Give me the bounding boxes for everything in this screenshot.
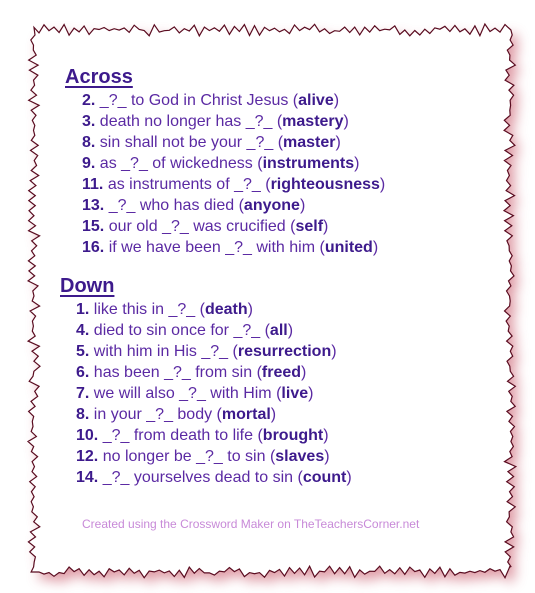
clue-text: sin shall not be your _?_ — [99, 134, 274, 151]
clue-number: 8. — [76, 406, 90, 423]
down-clue: 10. _?_ from death to life (brought) — [76, 427, 329, 444]
clue-answer: united — [324, 239, 373, 256]
down-clue: 5. with him in His _?_ (resurrection) — [76, 343, 337, 360]
clue-answer: mortal — [221, 406, 271, 423]
clue-answer: resurrection — [237, 343, 332, 360]
across-clue: 15. our old _?_ was crucified (self) — [82, 218, 329, 235]
clue-answer: self — [295, 218, 324, 235]
clue-text: death no longer has _?_ — [99, 113, 273, 130]
clue-text: as _?_ of wickedness — [99, 155, 253, 172]
across-heading: Across — [65, 66, 133, 88]
across-clue: 8. sin shall not be your _?_ (master) — [82, 134, 341, 151]
clue-text: has been _?_ from sin — [93, 364, 253, 381]
down-clue: 7. we will also _?_ with Him (live) — [76, 385, 314, 402]
clue-text: like this in _?_ — [93, 301, 196, 318]
clue-answer: master — [283, 134, 336, 151]
clue-text: no longer be _?_ to sin — [102, 448, 266, 465]
clue-answer: freed — [261, 364, 302, 381]
across-clue: 2. _?_ to God in Christ Jesus (alive) — [82, 92, 340, 109]
down-clue: 1. like this in _?_ (death) — [76, 301, 253, 318]
clue-number: 3. — [82, 113, 96, 130]
clue-text: as instruments of _?_ — [107, 176, 261, 193]
clue-text: in your _?_ body — [93, 406, 213, 423]
clue-number: 8. — [82, 134, 96, 151]
across-clue: 16. if we have been _?_ with him (united) — [82, 239, 379, 256]
clue-number: 9. — [82, 155, 96, 172]
clue-number: 12. — [76, 448, 99, 465]
clue-answer: all — [269, 322, 288, 339]
clue-text: with him in His _?_ — [93, 343, 229, 360]
clue-number: 15. — [82, 218, 105, 235]
across-clue: 13. _?_ who has died (anyone) — [82, 197, 306, 214]
clue-text: our old _?_ was crucified — [108, 218, 286, 235]
clue-number: 2. — [82, 92, 96, 109]
down-heading: Down — [60, 275, 115, 297]
clue-text: _?_ who has died — [108, 197, 235, 214]
clue-answer: count — [302, 469, 347, 486]
across-clue-list — [82, 90, 385, 258]
down-clue-list — [76, 299, 352, 488]
clue-number: 10. — [76, 427, 99, 444]
clue-text: if we have been _?_ with him — [108, 239, 316, 256]
down-clue: 8. in your _?_ body (mortal) — [76, 406, 277, 423]
clue-answer: anyone — [243, 197, 300, 214]
clue-number: 14. — [76, 469, 99, 486]
down-clue: 4. died to sin once for _?_ (all) — [76, 322, 294, 339]
across-clue: 3. death no longer has _?_ (mastery) — [82, 113, 349, 130]
clue-answer: live — [281, 385, 309, 402]
clue-number: 11. — [82, 176, 104, 193]
clue-number: 6. — [76, 364, 90, 381]
clue-answer: instruments — [262, 155, 355, 172]
down-clue: 14. _?_ yourselves dead to sin (count) — [76, 469, 352, 486]
down-clue: 6. has been _?_ from sin (freed) — [76, 364, 307, 381]
clue-answer: death — [204, 301, 248, 318]
clue-answer: mastery — [282, 113, 344, 130]
clue-text: died to sin once for _?_ — [93, 322, 261, 339]
clue-number: 7. — [76, 385, 90, 402]
clue-answer: righteousness — [270, 176, 380, 193]
across-clue: 9. as _?_ of wickedness (instruments) — [82, 155, 360, 172]
clue-text: _?_ to God in Christ Jesus — [99, 92, 289, 109]
clue-number: 1. — [76, 301, 90, 318]
clue-answer: slaves — [275, 448, 325, 465]
clue-text: we will also _?_ with Him — [93, 385, 272, 402]
clue-text: _?_ from death to life — [102, 427, 254, 444]
clue-number: 5. — [76, 343, 90, 360]
down-clue: 12. no longer be _?_ to sin (slaves) — [76, 448, 330, 465]
footer-credit: Created using the Crossword Maker on TheTeachersCorner.net — [82, 517, 420, 531]
clue-number: 4. — [76, 322, 90, 339]
clue-number: 13. — [82, 197, 105, 214]
clue-number: 16. — [82, 239, 105, 256]
clue-text: _?_ yourselves dead to sin — [102, 469, 294, 486]
clue-answer: brought — [262, 427, 324, 444]
clue-answer: alive — [298, 92, 334, 109]
across-clue: 11. as instruments of _?_ (righteousness) — [82, 176, 386, 193]
